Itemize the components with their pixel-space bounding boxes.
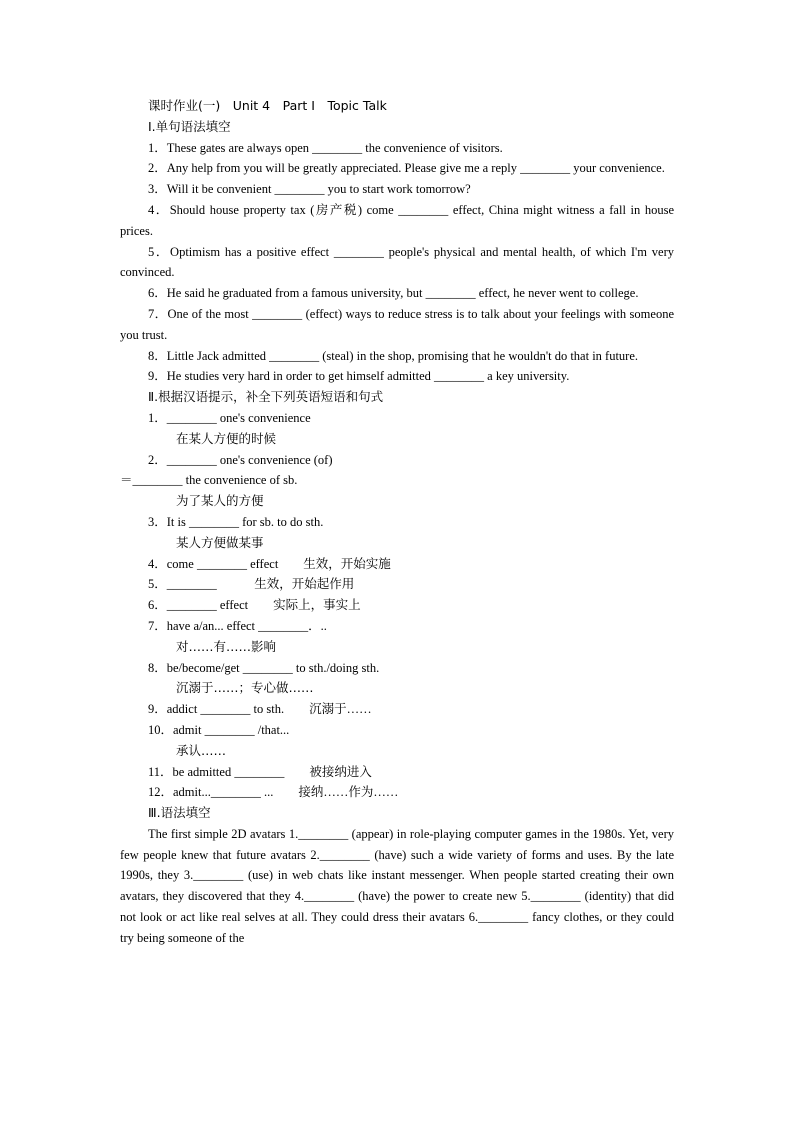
section-1-items bbox=[120, 138, 674, 388]
section-1-heading: Ⅰ.单句语法填空 bbox=[148, 118, 231, 134]
worksheet-page bbox=[120, 96, 674, 949]
phrase-item: 7．have a/an... effect ________．.. bbox=[148, 618, 327, 633]
exercise-item: 5．Optimism has a positive effect ________ people's physical and mental health, of which I'm very convinced. bbox=[120, 244, 674, 280]
section-2-heading: Ⅱ.根据汉语提示，补全下列英语短语和句式 bbox=[148, 389, 384, 405]
phrase-item: 11．be admitted ________ 被接纳进入 bbox=[148, 764, 372, 779]
phrase-item: 1．________ one's convenience bbox=[148, 410, 311, 425]
exercise-item: 8．Little Jack admitted ________ (steal) in the shop, promising that he wouldn't do that in future. bbox=[148, 348, 639, 363]
exercise-item: 7．One of the most ________ (effect) ways to reduce stress is to talk about your feelings with someone you trust. bbox=[120, 306, 674, 342]
exercise-item: 4．Should house property tax (房产税) come ________ effect, China might witness a fall in house prices. bbox=[120, 202, 674, 238]
phrase-item: 12．admit...________ ... 接纳……作为…… bbox=[148, 785, 399, 800]
section-2-items bbox=[120, 408, 674, 803]
exercise-item: 2．Any help from you will be greatly appreciated. Please give me a reply ________ your convenience. bbox=[148, 161, 665, 176]
phrase-meaning: 承认…… bbox=[176, 742, 227, 758]
exercise-item: 1．These gates are always open ________ the convenience of visitors. bbox=[148, 140, 503, 155]
phrase-meaning: 在某人方便的时候 bbox=[176, 430, 277, 446]
phrase-meaning: 某人方便做某事 bbox=[176, 534, 264, 550]
phrase-item: 2．________ one's convenience (of) bbox=[148, 452, 333, 467]
phrase-meaning: 为了某人的方便 bbox=[176, 493, 264, 509]
exercise-item: 3．Will it be convenient ________ you to start work tomorrow? bbox=[148, 182, 471, 197]
page-title: 课时作业(一) Unit 4 Part Ⅰ Topic Talk bbox=[148, 98, 387, 113]
exercise-item: 6．He said he graduated from a famous university, but ________ effect, he never went to college. bbox=[148, 286, 639, 301]
phrase-meaning: 对……有……影响 bbox=[176, 638, 277, 654]
section-3-heading: Ⅲ.语法填空 bbox=[148, 805, 211, 821]
phrase-item: ＝________ the convenience of sb. bbox=[120, 473, 298, 488]
phrase-item: 6．________ effect 实际上，事实上 bbox=[148, 598, 361, 613]
phrase-item: 3．It is ________ for sb. to do sth. bbox=[148, 514, 324, 529]
phrase-item: 8．be/become/get ________ to sth./doing sth. bbox=[148, 660, 380, 675]
phrase-item: 10．admit ________ /that... bbox=[148, 722, 290, 737]
section-3-paragraph: The first simple 2D avatars 1.________ (appear) in role-playing computer games in the 1980s. Yet, very few people knew that future avatars 2.________ (have) such a wide variety of forms and uses. By the late 1990s, they 3.________ (use) in web chats like instant messenger. When people started creating their own avatars, they discovered that they 4.________ (have) the power to create new 5.________ (identity) that did not look or act like real selves at all. They could dress their avatars 6.________ fancy clothes, or they could try being someone of the bbox=[120, 826, 674, 945]
phrase-meaning: 沉溺于……；专心做…… bbox=[176, 680, 314, 696]
phrase-item: 4．come ________ effect 生效，开始实施 bbox=[148, 556, 391, 571]
phrase-item: 5．________ 生效，开始起作用 bbox=[148, 577, 355, 592]
exercise-item: 9．He studies very hard in order to get himself admitted ________ a key university. bbox=[148, 369, 570, 384]
phrase-item: 9．addict ________ to sth. 沉溺于…… bbox=[148, 702, 372, 717]
